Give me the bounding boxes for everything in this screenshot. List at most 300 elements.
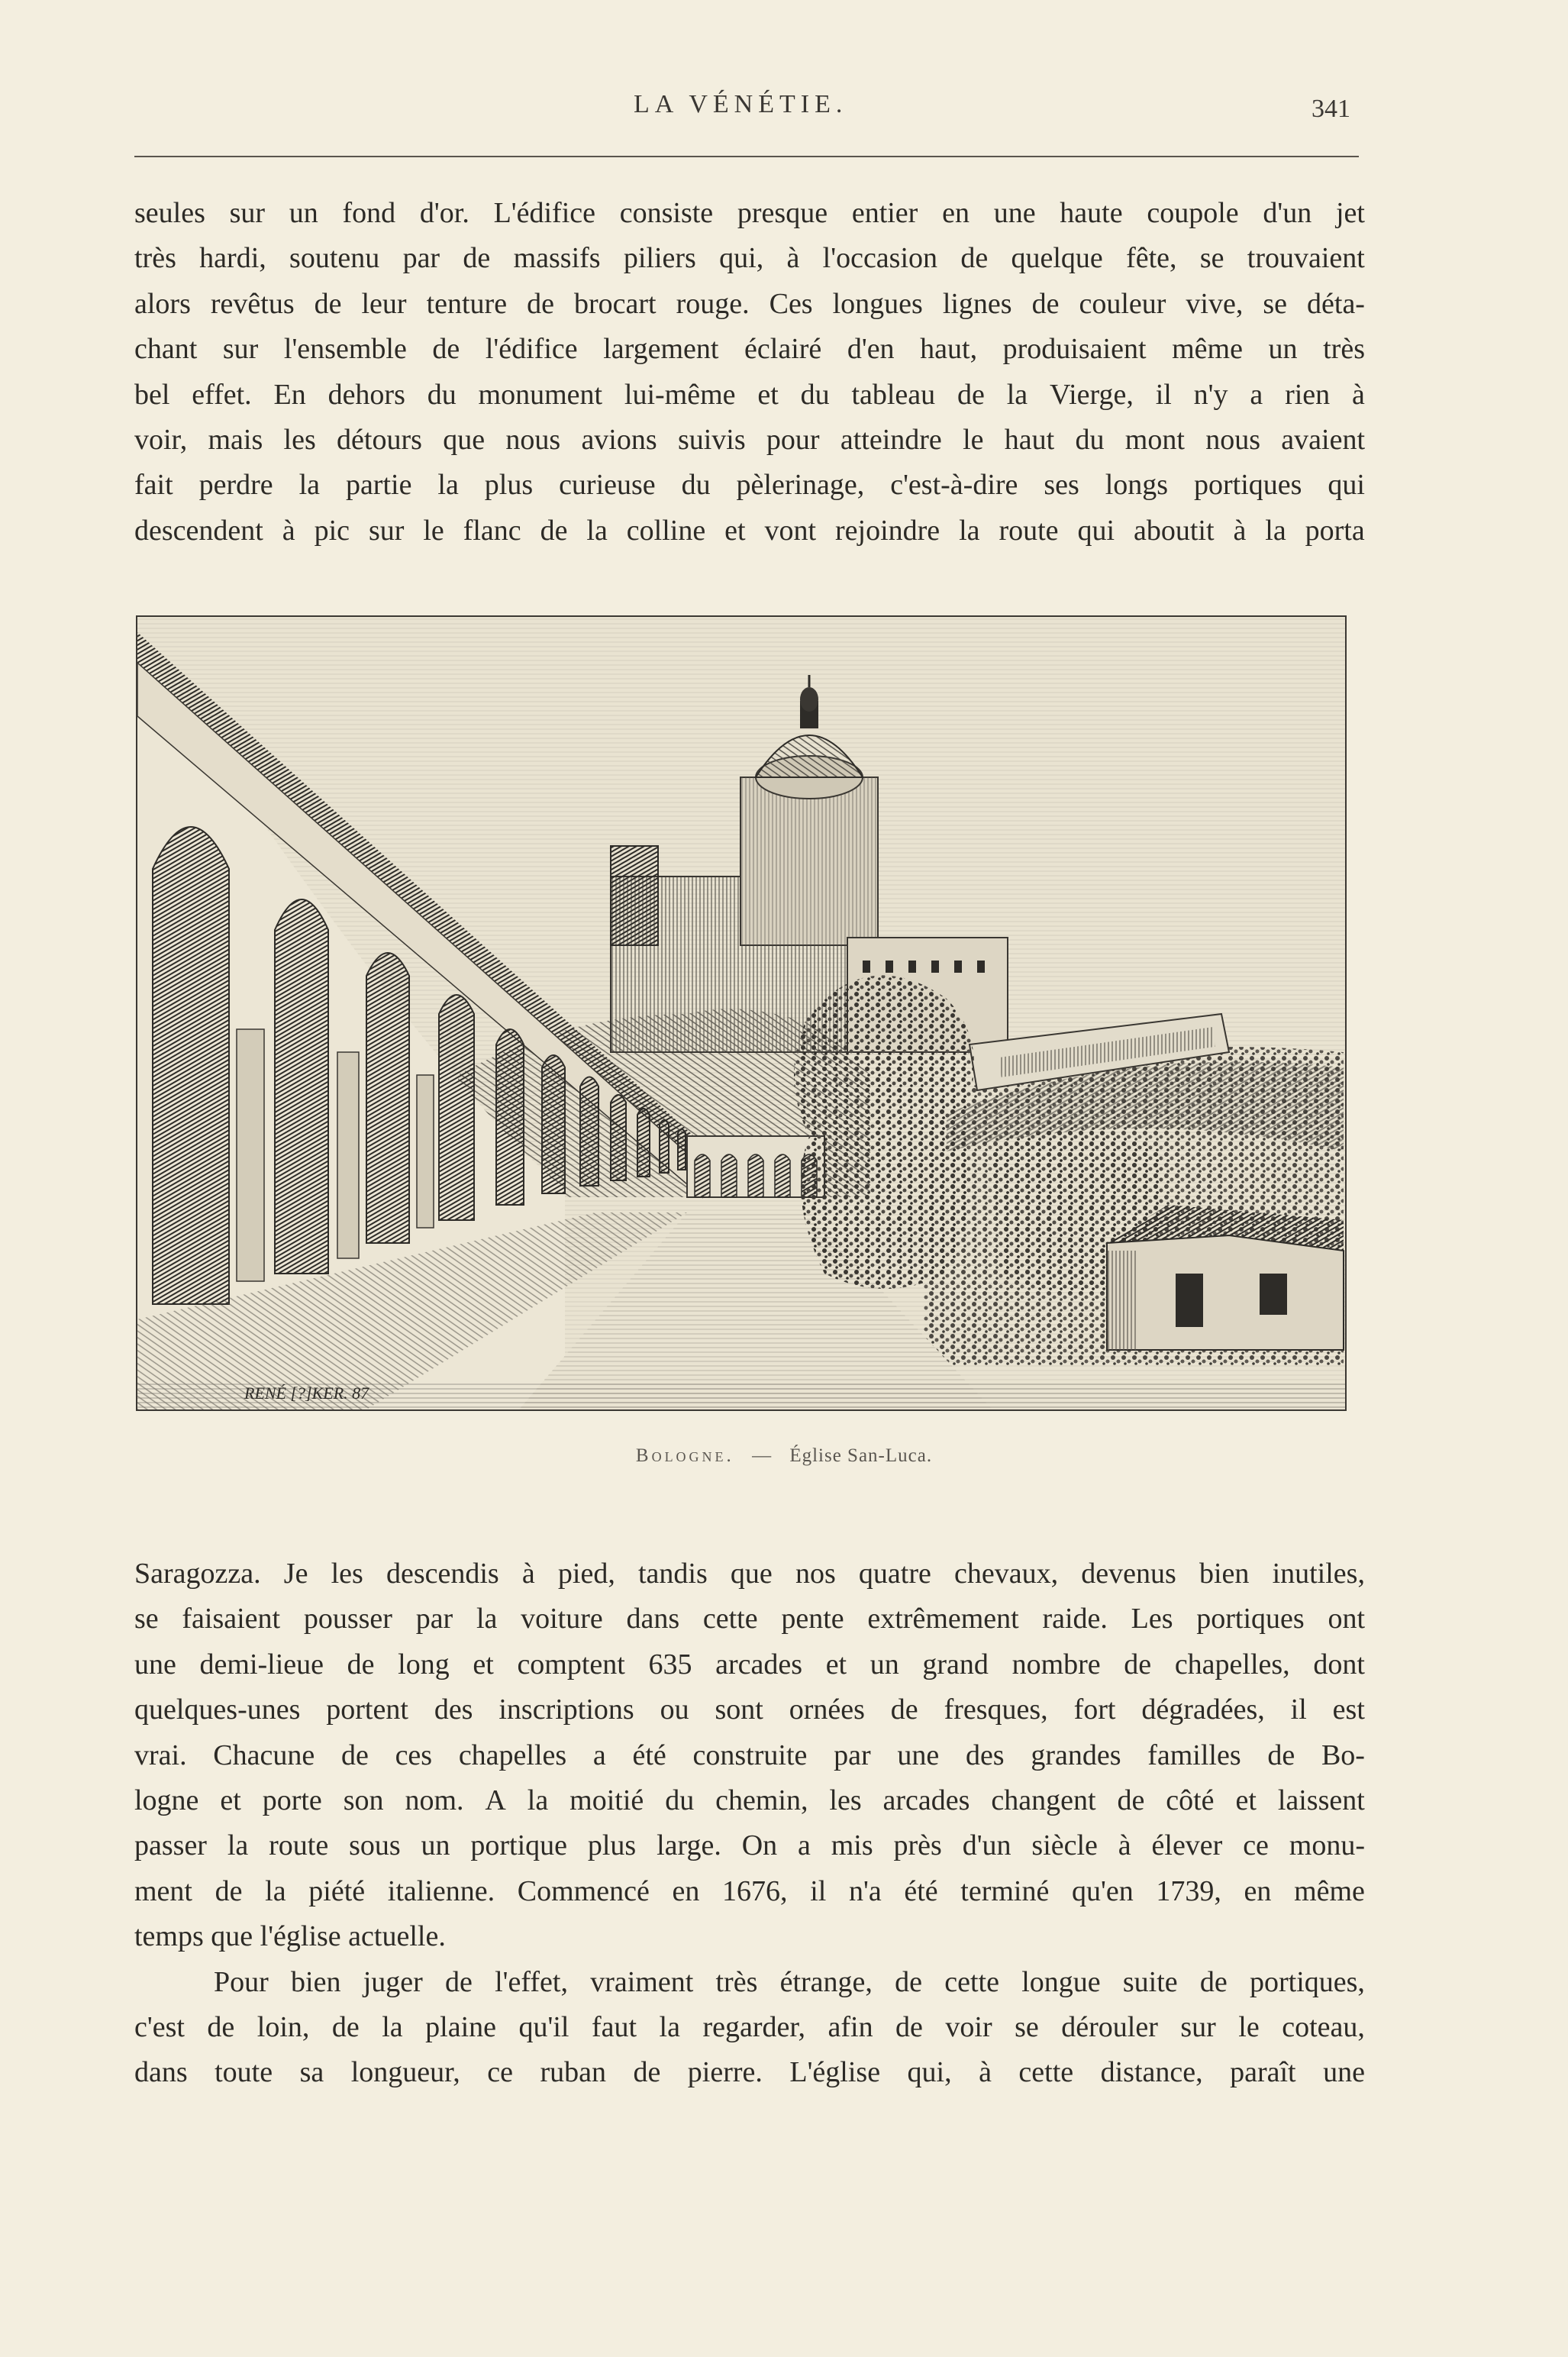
text-line	[134, 418, 1365, 463]
word: ornées	[789, 1693, 865, 1726]
word: comptent	[517, 1648, 625, 1681]
word: lignes	[942, 287, 1012, 320]
word: l'édifice	[485, 333, 578, 366]
word: porte	[262, 1784, 322, 1816]
word: du	[800, 378, 830, 411]
word: bien	[291, 1965, 341, 1998]
word: produisaient	[1002, 333, 1147, 366]
word: En	[273, 378, 306, 411]
word: distance,	[1100, 2056, 1203, 2089]
word: le	[963, 423, 984, 456]
word: n'y	[1193, 378, 1228, 411]
word: en	[672, 1874, 700, 1907]
word: longueur,	[350, 2056, 460, 2089]
word: vrai.	[134, 1739, 187, 1771]
word: c'est-à-dire	[890, 469, 1018, 502]
word: voiture	[521, 1603, 603, 1635]
word: de	[463, 242, 491, 275]
word: rouge.	[676, 287, 750, 320]
word: pousser	[303, 1603, 392, 1635]
word: se	[1199, 242, 1224, 275]
word: inscriptions	[498, 1693, 634, 1726]
word: arcades	[882, 1784, 970, 1816]
word: dérouler	[1061, 2010, 1158, 2043]
word: dans	[626, 1603, 680, 1635]
word: loin,	[256, 2010, 310, 2043]
word: se	[134, 1603, 159, 1635]
word: et	[825, 1648, 847, 1681]
word: dégradées,	[1141, 1693, 1265, 1726]
word: raide.	[1042, 1603, 1108, 1635]
word: 1739,	[1156, 1874, 1221, 1907]
word: ce	[1243, 1829, 1269, 1862]
word: juger	[363, 1965, 423, 1998]
word: regarder,	[702, 2010, 805, 2043]
word: côté	[1166, 1784, 1215, 1816]
text-line	[134, 1823, 1365, 1868]
word: effet.	[192, 378, 252, 411]
word: son	[343, 1784, 384, 1816]
word: faut	[591, 2010, 637, 2043]
word: Les	[1131, 1603, 1173, 1635]
text-line	[134, 1733, 1365, 1778]
text-line	[134, 509, 1365, 554]
word: un	[421, 1829, 450, 1862]
artist-signature: RENÉ [?]KER. 87	[244, 1384, 369, 1403]
word: ce	[487, 2056, 513, 2089]
text-line	[134, 191, 1365, 236]
word: du	[1075, 423, 1105, 456]
word: Bo-	[1321, 1739, 1365, 1771]
word: de	[527, 287, 554, 320]
word: plus	[484, 469, 534, 502]
word: les	[283, 423, 316, 456]
text-line	[134, 327, 1365, 372]
word: extrêmement	[867, 1603, 1019, 1635]
word: chemin,	[715, 1784, 808, 1816]
word: bel	[134, 378, 170, 411]
text-line	[134, 373, 1365, 418]
word: la	[527, 1784, 549, 1816]
word: détours	[337, 423, 422, 456]
word: monu-	[1289, 1829, 1365, 1862]
word: très	[134, 242, 176, 275]
word: l'occasion	[822, 242, 938, 275]
word: qu'en	[1072, 1874, 1134, 1907]
word: grandes	[1031, 1739, 1121, 1771]
word: du	[681, 469, 711, 502]
word: rejoindre	[835, 514, 940, 547]
word: qui	[1077, 514, 1115, 547]
word: de	[207, 2010, 235, 2043]
word: porta	[1305, 514, 1365, 547]
word: à	[282, 514, 295, 547]
text-line	[134, 1778, 1365, 1823]
word: il	[1290, 1693, 1307, 1726]
text-line	[134, 463, 1365, 508]
word: a	[1250, 378, 1263, 411]
word: nous	[1205, 423, 1260, 456]
word: toute	[215, 2056, 273, 2089]
word: suivis	[677, 423, 746, 456]
word: la	[659, 2010, 680, 2043]
word: curieuse	[559, 469, 656, 502]
word: cette	[1018, 2056, 1074, 2089]
word: tableau	[851, 378, 936, 411]
word: brocart	[573, 287, 657, 320]
word: été	[904, 1874, 938, 1907]
word: sur	[1180, 2010, 1216, 2043]
word: entier	[851, 197, 918, 229]
word: a	[798, 1829, 811, 1862]
word: rien	[1285, 378, 1331, 411]
word: revêtus	[210, 287, 295, 320]
word: largement	[603, 333, 719, 366]
word: chapelles,	[1174, 1648, 1290, 1681]
word: de	[340, 1739, 369, 1771]
text-line	[134, 1960, 1365, 2005]
word: fort	[1073, 1693, 1116, 1726]
word: les	[331, 1558, 363, 1590]
word: de	[540, 514, 568, 547]
word: de	[215, 1874, 243, 1907]
caption-place: Bologne.	[635, 1445, 734, 1466]
word: quatre	[858, 1558, 931, 1590]
caption-dash: —	[752, 1445, 773, 1466]
word: et	[220, 1784, 241, 1816]
word: sous	[349, 1829, 401, 1862]
word: de	[1124, 1648, 1152, 1681]
word: dehors	[327, 378, 405, 411]
word: des	[965, 1739, 1005, 1771]
word: leur	[361, 287, 407, 320]
word: une	[897, 1739, 940, 1771]
word: à	[786, 242, 800, 275]
word: partie	[345, 469, 412, 502]
word: plus	[587, 1829, 637, 1862]
word: la	[437, 469, 459, 502]
word: une	[1323, 2056, 1365, 2089]
word: la	[959, 514, 980, 547]
word: aboutit	[1133, 514, 1215, 547]
word: la	[298, 469, 320, 502]
word: Chacune	[213, 1739, 315, 1771]
word: à	[1118, 1829, 1131, 1862]
word: à	[1351, 378, 1365, 411]
word: voir,	[134, 423, 188, 456]
word: monument	[478, 378, 603, 411]
word: la	[1006, 378, 1028, 411]
word: cette	[944, 1965, 999, 1998]
word: de	[895, 2010, 923, 2043]
word: vraiment	[590, 1965, 694, 1998]
word: moitié	[569, 1784, 644, 1816]
word: à	[521, 1558, 535, 1590]
engraving-illustration	[136, 615, 1347, 1411]
word: la	[227, 1829, 249, 1862]
word: changent	[991, 1784, 1096, 1816]
word: n'a	[848, 1874, 882, 1907]
word: le	[1238, 2010, 1260, 2043]
word: sur	[368, 514, 405, 547]
text-line	[134, 1869, 1365, 1914]
word: la	[382, 2010, 403, 2043]
word: de	[314, 287, 342, 320]
word: la	[265, 1874, 286, 1907]
word: près	[893, 1829, 942, 1862]
word: ruban	[540, 2056, 606, 2089]
word: et	[1235, 1784, 1257, 1816]
word: sa	[299, 2056, 324, 2089]
word: haut	[1004, 423, 1055, 456]
word: inutiles,	[1272, 1558, 1365, 1590]
word: que	[443, 423, 486, 456]
word: en	[942, 197, 970, 229]
word: nos	[795, 1558, 836, 1590]
text-line	[134, 282, 1365, 327]
word: en	[1244, 1874, 1272, 1907]
word: que	[730, 1558, 773, 1590]
word: arcades	[715, 1648, 803, 1681]
text-line	[134, 1597, 1365, 1642]
word: de	[1267, 1739, 1295, 1771]
word: quelque	[1011, 242, 1103, 275]
word: large.	[657, 1829, 721, 1862]
word: suite	[1122, 1965, 1178, 1998]
word: un	[1268, 333, 1298, 366]
word: et	[724, 514, 746, 547]
word: perdre	[198, 469, 273, 502]
word: demi-lieue	[199, 1648, 324, 1681]
word: une	[134, 1648, 176, 1681]
word: italienne.	[387, 1874, 495, 1907]
word: colline	[626, 514, 706, 547]
text-line	[134, 1642, 1365, 1687]
word: il	[1155, 378, 1172, 411]
word: de	[890, 1693, 918, 1726]
page-number: 341	[1312, 95, 1350, 123]
word: ces	[395, 1739, 433, 1771]
word: étrange,	[779, 1965, 873, 1998]
word: de	[1117, 1784, 1145, 1816]
word: quelques-unes	[134, 1693, 301, 1726]
word: et	[473, 1648, 494, 1681]
word: pierre.	[687, 2056, 763, 2089]
word: fête,	[1126, 242, 1177, 275]
word: vont	[764, 514, 817, 547]
word: grand	[922, 1648, 989, 1681]
paragraph-top	[134, 191, 1365, 554]
word: le	[423, 514, 444, 547]
paragraph-bottom	[134, 1551, 1365, 2096]
word: ou	[660, 1693, 689, 1726]
word: chant	[134, 333, 198, 366]
page-header	[0, 90, 1568, 130]
word: pèlerinage,	[736, 469, 865, 502]
word: 635	[648, 1648, 692, 1681]
text-line: temps que l'église actuelle.	[134, 1920, 446, 1953]
word: ses	[1044, 469, 1079, 502]
text-line	[134, 2005, 1365, 2050]
word: plaine	[425, 2010, 497, 2043]
word: sont	[715, 1693, 763, 1726]
word: ment	[134, 1874, 192, 1907]
word: longue	[1021, 1965, 1101, 1998]
word: terminé	[960, 1874, 1050, 1907]
word: descendent	[134, 514, 263, 547]
word: mis	[831, 1829, 873, 1862]
word: se	[1263, 287, 1288, 320]
word: des	[434, 1693, 473, 1726]
word: pour	[766, 423, 820, 456]
word: paraît	[1230, 2056, 1296, 2089]
word: longues	[832, 287, 923, 320]
word: chapelles	[458, 1739, 567, 1771]
word: Vierge,	[1049, 378, 1134, 411]
word: été	[632, 1739, 666, 1771]
word: la	[476, 1603, 498, 1635]
word: couleur	[1079, 287, 1166, 320]
word: coteau,	[1282, 2010, 1365, 2043]
word: l'effet,	[495, 1965, 568, 1998]
word: il	[810, 1874, 827, 1907]
word: presque	[737, 197, 828, 229]
word: déta-	[1307, 287, 1365, 320]
word: d'un	[1263, 197, 1312, 229]
word: siècle	[1031, 1829, 1098, 1862]
word: de	[1199, 1965, 1228, 1998]
word: à	[1233, 514, 1247, 547]
word: de	[633, 2056, 661, 2089]
word: vive,	[1186, 287, 1244, 320]
word: même	[1172, 333, 1243, 366]
word: sur	[222, 333, 259, 366]
word: nous	[505, 423, 561, 456]
word: est	[1332, 1693, 1365, 1726]
word: de	[895, 1965, 923, 1998]
word: d'un	[962, 1829, 1011, 1862]
word: les	[829, 1784, 862, 1816]
word: flanc	[463, 514, 521, 547]
word: portent	[326, 1693, 408, 1726]
word: de	[347, 1648, 375, 1681]
word: par	[415, 1603, 453, 1635]
word: jet	[1335, 197, 1365, 229]
word: sur	[229, 197, 266, 229]
word: de	[1031, 287, 1060, 320]
word: descendis	[386, 1558, 499, 1590]
word: c'est	[134, 2010, 185, 2043]
word: très	[1323, 333, 1365, 366]
running-title: LA VÉNÉTIE.	[634, 90, 848, 118]
word: de	[960, 242, 989, 275]
figure-caption	[0, 1445, 1568, 1467]
word: a	[592, 1739, 606, 1771]
word: fresques,	[944, 1693, 1048, 1726]
word: et	[757, 378, 779, 411]
word: cette	[702, 1603, 758, 1635]
word: dont	[1313, 1648, 1365, 1681]
word: à	[979, 2056, 992, 2089]
word: L'édifice	[493, 197, 595, 229]
word: nom.	[405, 1784, 464, 1816]
word: qui,	[907, 2056, 952, 2089]
word: pic	[314, 514, 350, 547]
word: un	[289, 197, 318, 229]
word: L'église	[789, 2056, 881, 2089]
word: faisaient	[182, 1603, 281, 1635]
word: très	[715, 1965, 758, 1998]
word: trouvaient	[1247, 242, 1365, 275]
word: du	[427, 378, 457, 411]
word: tenture	[426, 287, 508, 320]
word: tandis	[637, 1558, 708, 1590]
word: Je	[283, 1558, 308, 1590]
word: un	[869, 1648, 899, 1681]
word: hardi,	[199, 242, 266, 275]
header-rule	[134, 156, 1359, 157]
text-line	[134, 236, 1365, 281]
word: A	[485, 1784, 506, 1816]
word: haut,	[920, 333, 978, 366]
word: seules	[134, 197, 205, 229]
word: portiques	[1194, 469, 1302, 502]
word: fond	[342, 197, 396, 229]
word: de	[432, 333, 460, 366]
word: route	[269, 1829, 329, 1862]
word: la	[1265, 514, 1286, 547]
word: On	[741, 1829, 778, 1862]
word: de	[445, 1965, 473, 1998]
word: pente	[781, 1603, 844, 1635]
word: massifs	[513, 242, 601, 275]
word: Pour	[214, 1965, 269, 1998]
word: d'en	[847, 333, 895, 366]
word: soutenu	[289, 242, 380, 275]
word: avaient	[1281, 423, 1365, 456]
word: familles	[1147, 1739, 1241, 1771]
word: voir	[945, 2010, 992, 2043]
word: portiques	[1196, 1603, 1305, 1635]
word: par	[834, 1739, 871, 1771]
word: portique	[470, 1829, 567, 1862]
word: même	[1294, 1874, 1365, 1907]
word: du	[665, 1784, 695, 1816]
word: qui	[1328, 469, 1365, 502]
word: 1676,	[722, 1874, 788, 1907]
word: chevaux,	[954, 1558, 1059, 1590]
word: piété	[308, 1874, 366, 1907]
word: laissent	[1277, 1784, 1365, 1816]
word: route	[999, 514, 1059, 547]
word: Saragozza.	[134, 1558, 261, 1590]
text-line	[134, 1551, 1365, 1597]
word: construite	[692, 1739, 808, 1771]
word: portiques,	[1250, 1965, 1365, 1998]
word: pied,	[557, 1558, 615, 1590]
word: fait	[134, 469, 173, 502]
word: passer	[134, 1829, 207, 1862]
word: qu'il	[518, 2010, 569, 2043]
word: lui-même	[624, 378, 736, 411]
word: Commencé	[517, 1874, 650, 1907]
word: long	[398, 1648, 450, 1681]
word: se	[1015, 2010, 1039, 2043]
caption-title: Église San-Luca.	[789, 1445, 933, 1466]
word: ont	[1328, 1603, 1365, 1635]
word: piliers	[623, 242, 696, 275]
word: alors	[134, 287, 191, 320]
